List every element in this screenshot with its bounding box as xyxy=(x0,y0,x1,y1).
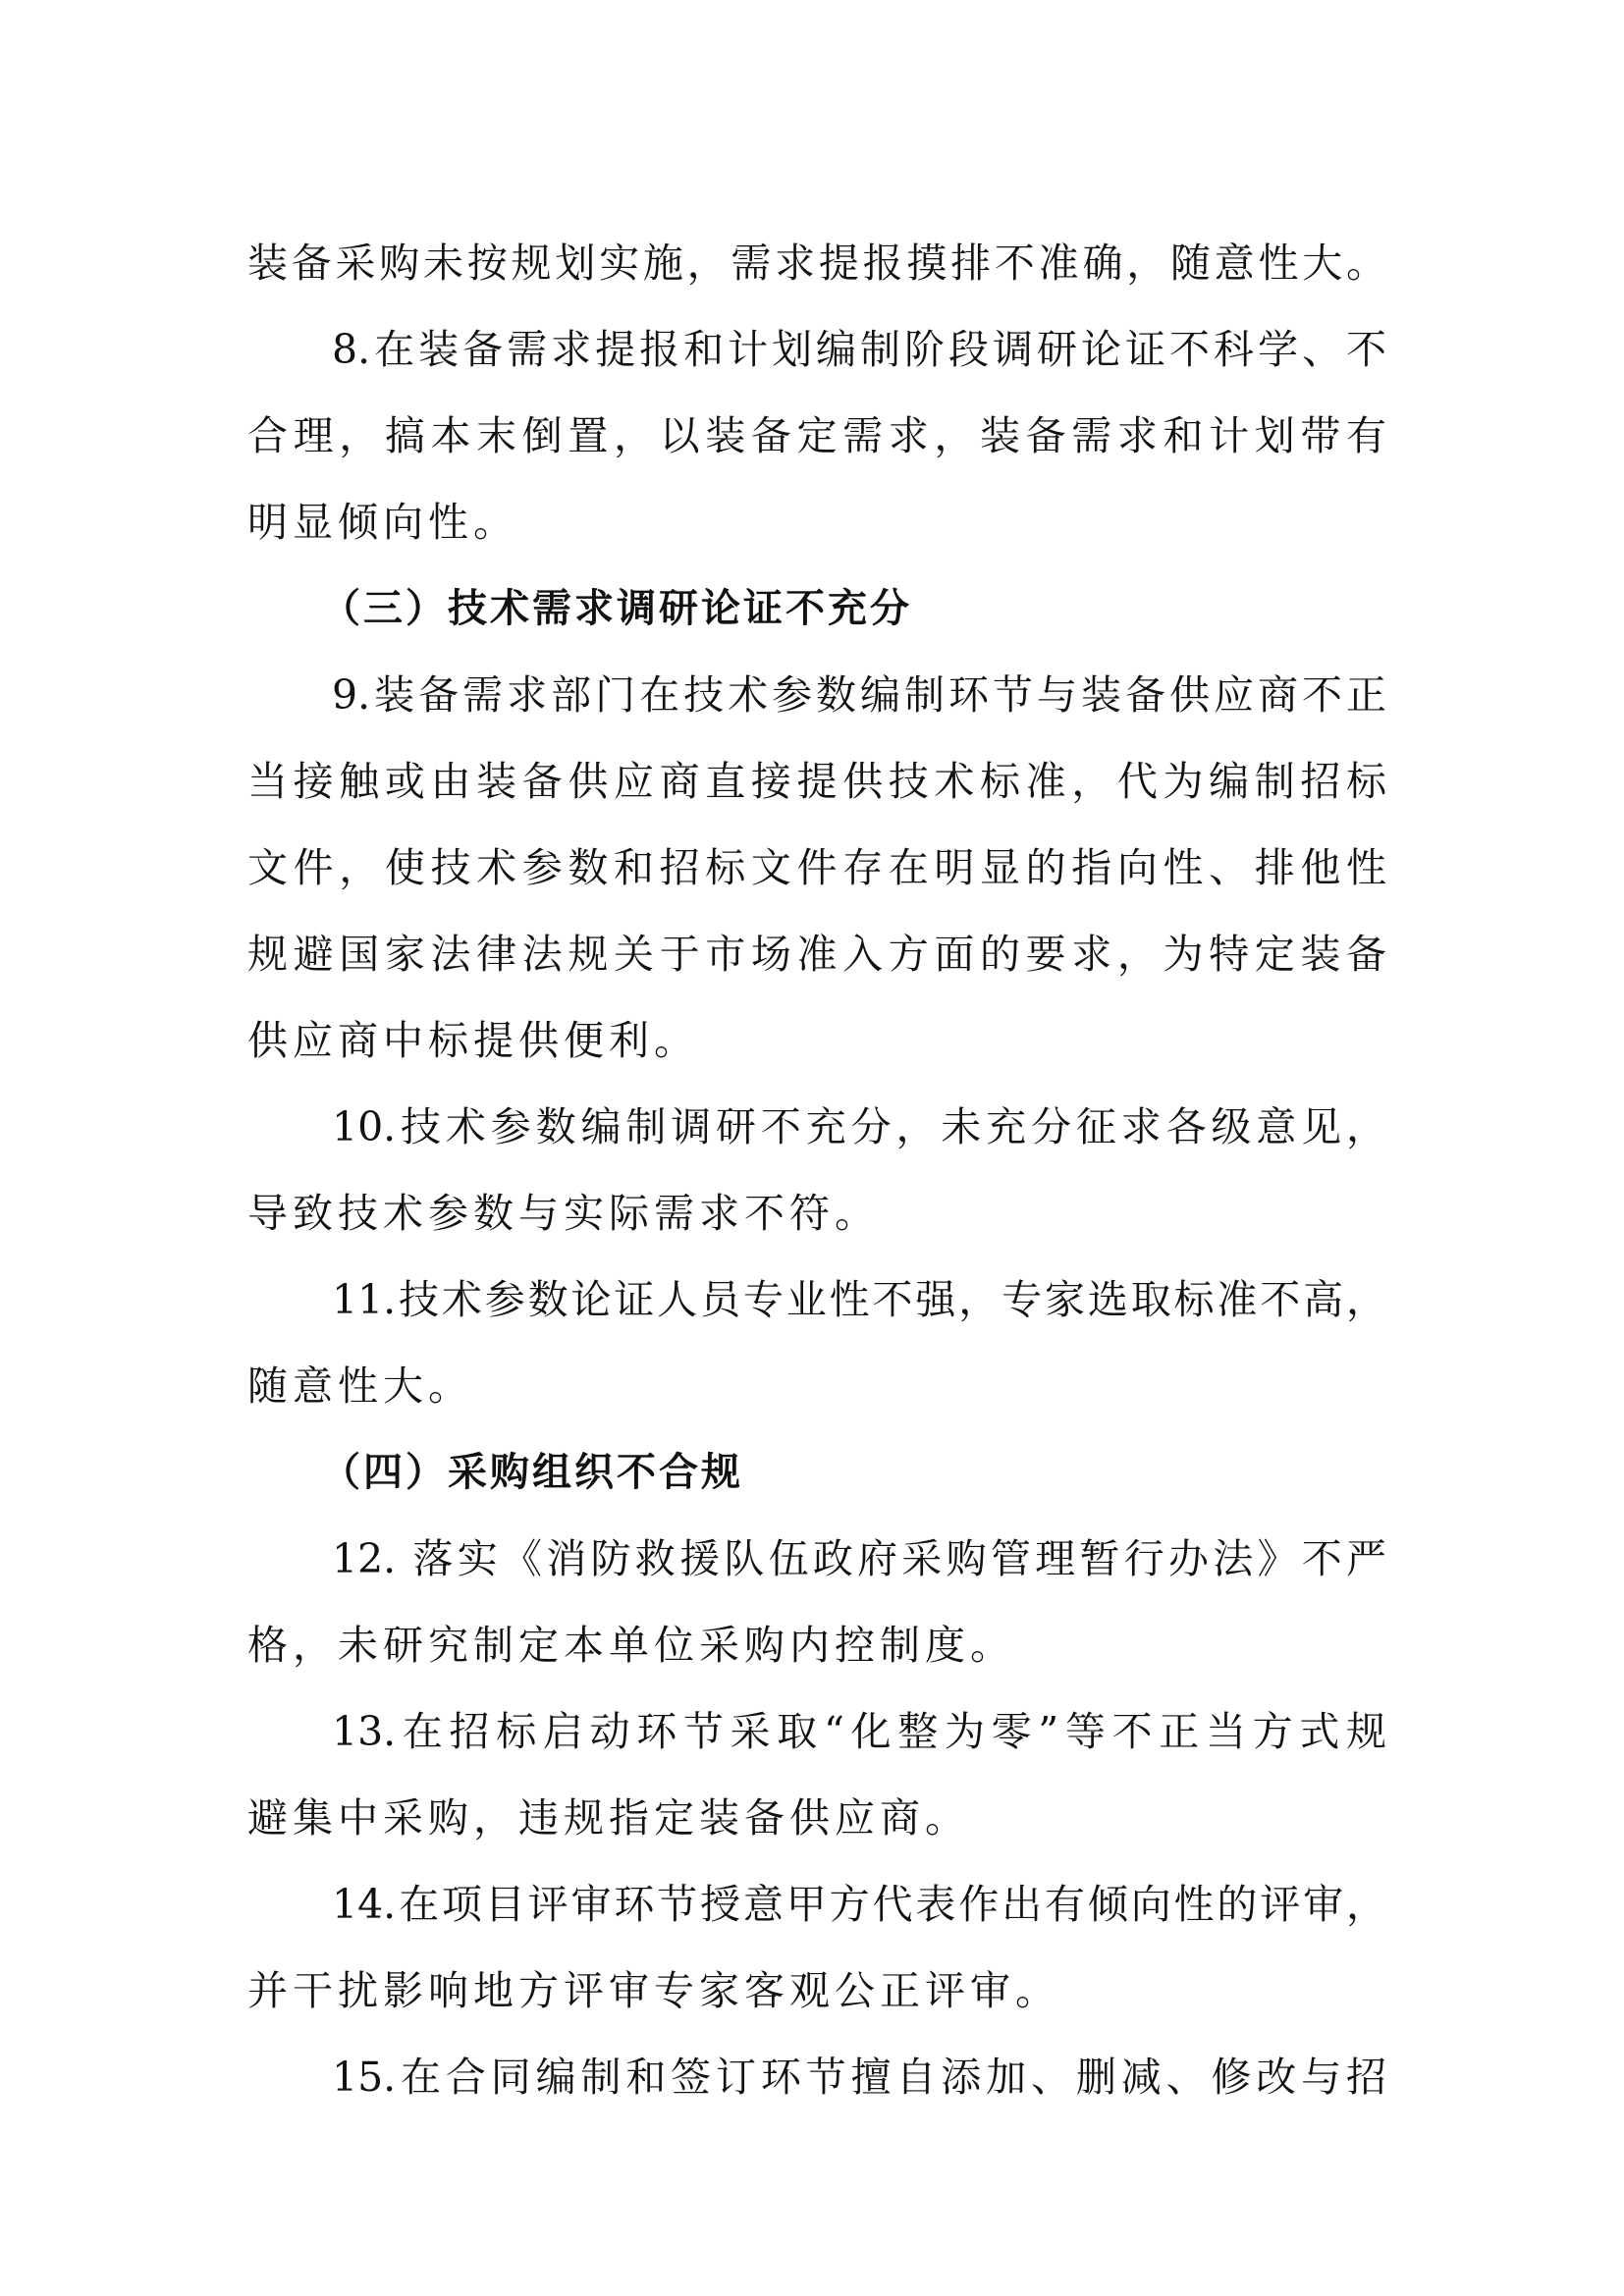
paragraph-line: 装备采购未按规划实施，需求提报摸排不准确，随意性大。 xyxy=(247,240,1386,287)
paragraph-line: 避集中采购，违规指定装备供应商。 xyxy=(247,1794,970,1842)
paragraph-line: 11.技术参数论证人员专业性不强，专家选取标准不高， xyxy=(332,1276,1386,1323)
paragraph-line: 导致技术参数与实际需求不符。 xyxy=(247,1190,880,1237)
paragraph-line: 随意性大。 xyxy=(247,1362,473,1410)
paragraph-line: 15.在合同编制和签订环节擅自添加、删减、修改与招 xyxy=(332,2054,1386,2101)
paragraph-line: 13.在招标启动环节采取“化整为零”等不正当方式规 xyxy=(332,1708,1386,1755)
paragraph-line: 规避国家法律法规关于市场准入方面的要求，为特定装备 xyxy=(247,931,1386,978)
paragraph-line: 14.在项目评审环节授意甲方代表作出有倾向性的评审， xyxy=(332,1881,1386,1928)
paragraph-line: 供应商中标提供便利。 xyxy=(247,1017,699,1064)
section-heading: （四）采购组织不合规 xyxy=(321,1450,743,1495)
paragraph-line: 9.装备需求部门在技术参数编制环节与装备供应商不正 xyxy=(332,671,1386,719)
section-heading: （三）技术需求调研论证不充分 xyxy=(321,586,912,631)
paragraph-line: 8.在装备需求提报和计划编制阶段调研论证不科学、不 xyxy=(332,326,1386,373)
paragraph-line: 明显倾向性。 xyxy=(247,499,518,546)
paragraph-line: 10.技术参数编制调研不充分，未充分征求各级意见， xyxy=(332,1103,1386,1150)
paragraph-line: 当接触或由装备供应商直接提供技术标准，代为编制招标 xyxy=(247,758,1386,805)
paragraph-line: 并干扰影响地方评审专家客观公正评审。 xyxy=(247,1967,1060,2014)
paragraph-line: 格，未研究制定本单位采购内控制度。 xyxy=(247,1622,1015,1669)
paragraph-line: 文件，使技术参数和招标文件存在明显的指向性、排他性 xyxy=(247,844,1386,891)
paragraph-line: 12. 落实《消防救援队伍政府采购管理暂行办法》不严 xyxy=(332,1535,1386,1582)
paragraph-line: 合理，搞本末倒置，以装备定需求，装备需求和计划带有 xyxy=(247,412,1386,459)
